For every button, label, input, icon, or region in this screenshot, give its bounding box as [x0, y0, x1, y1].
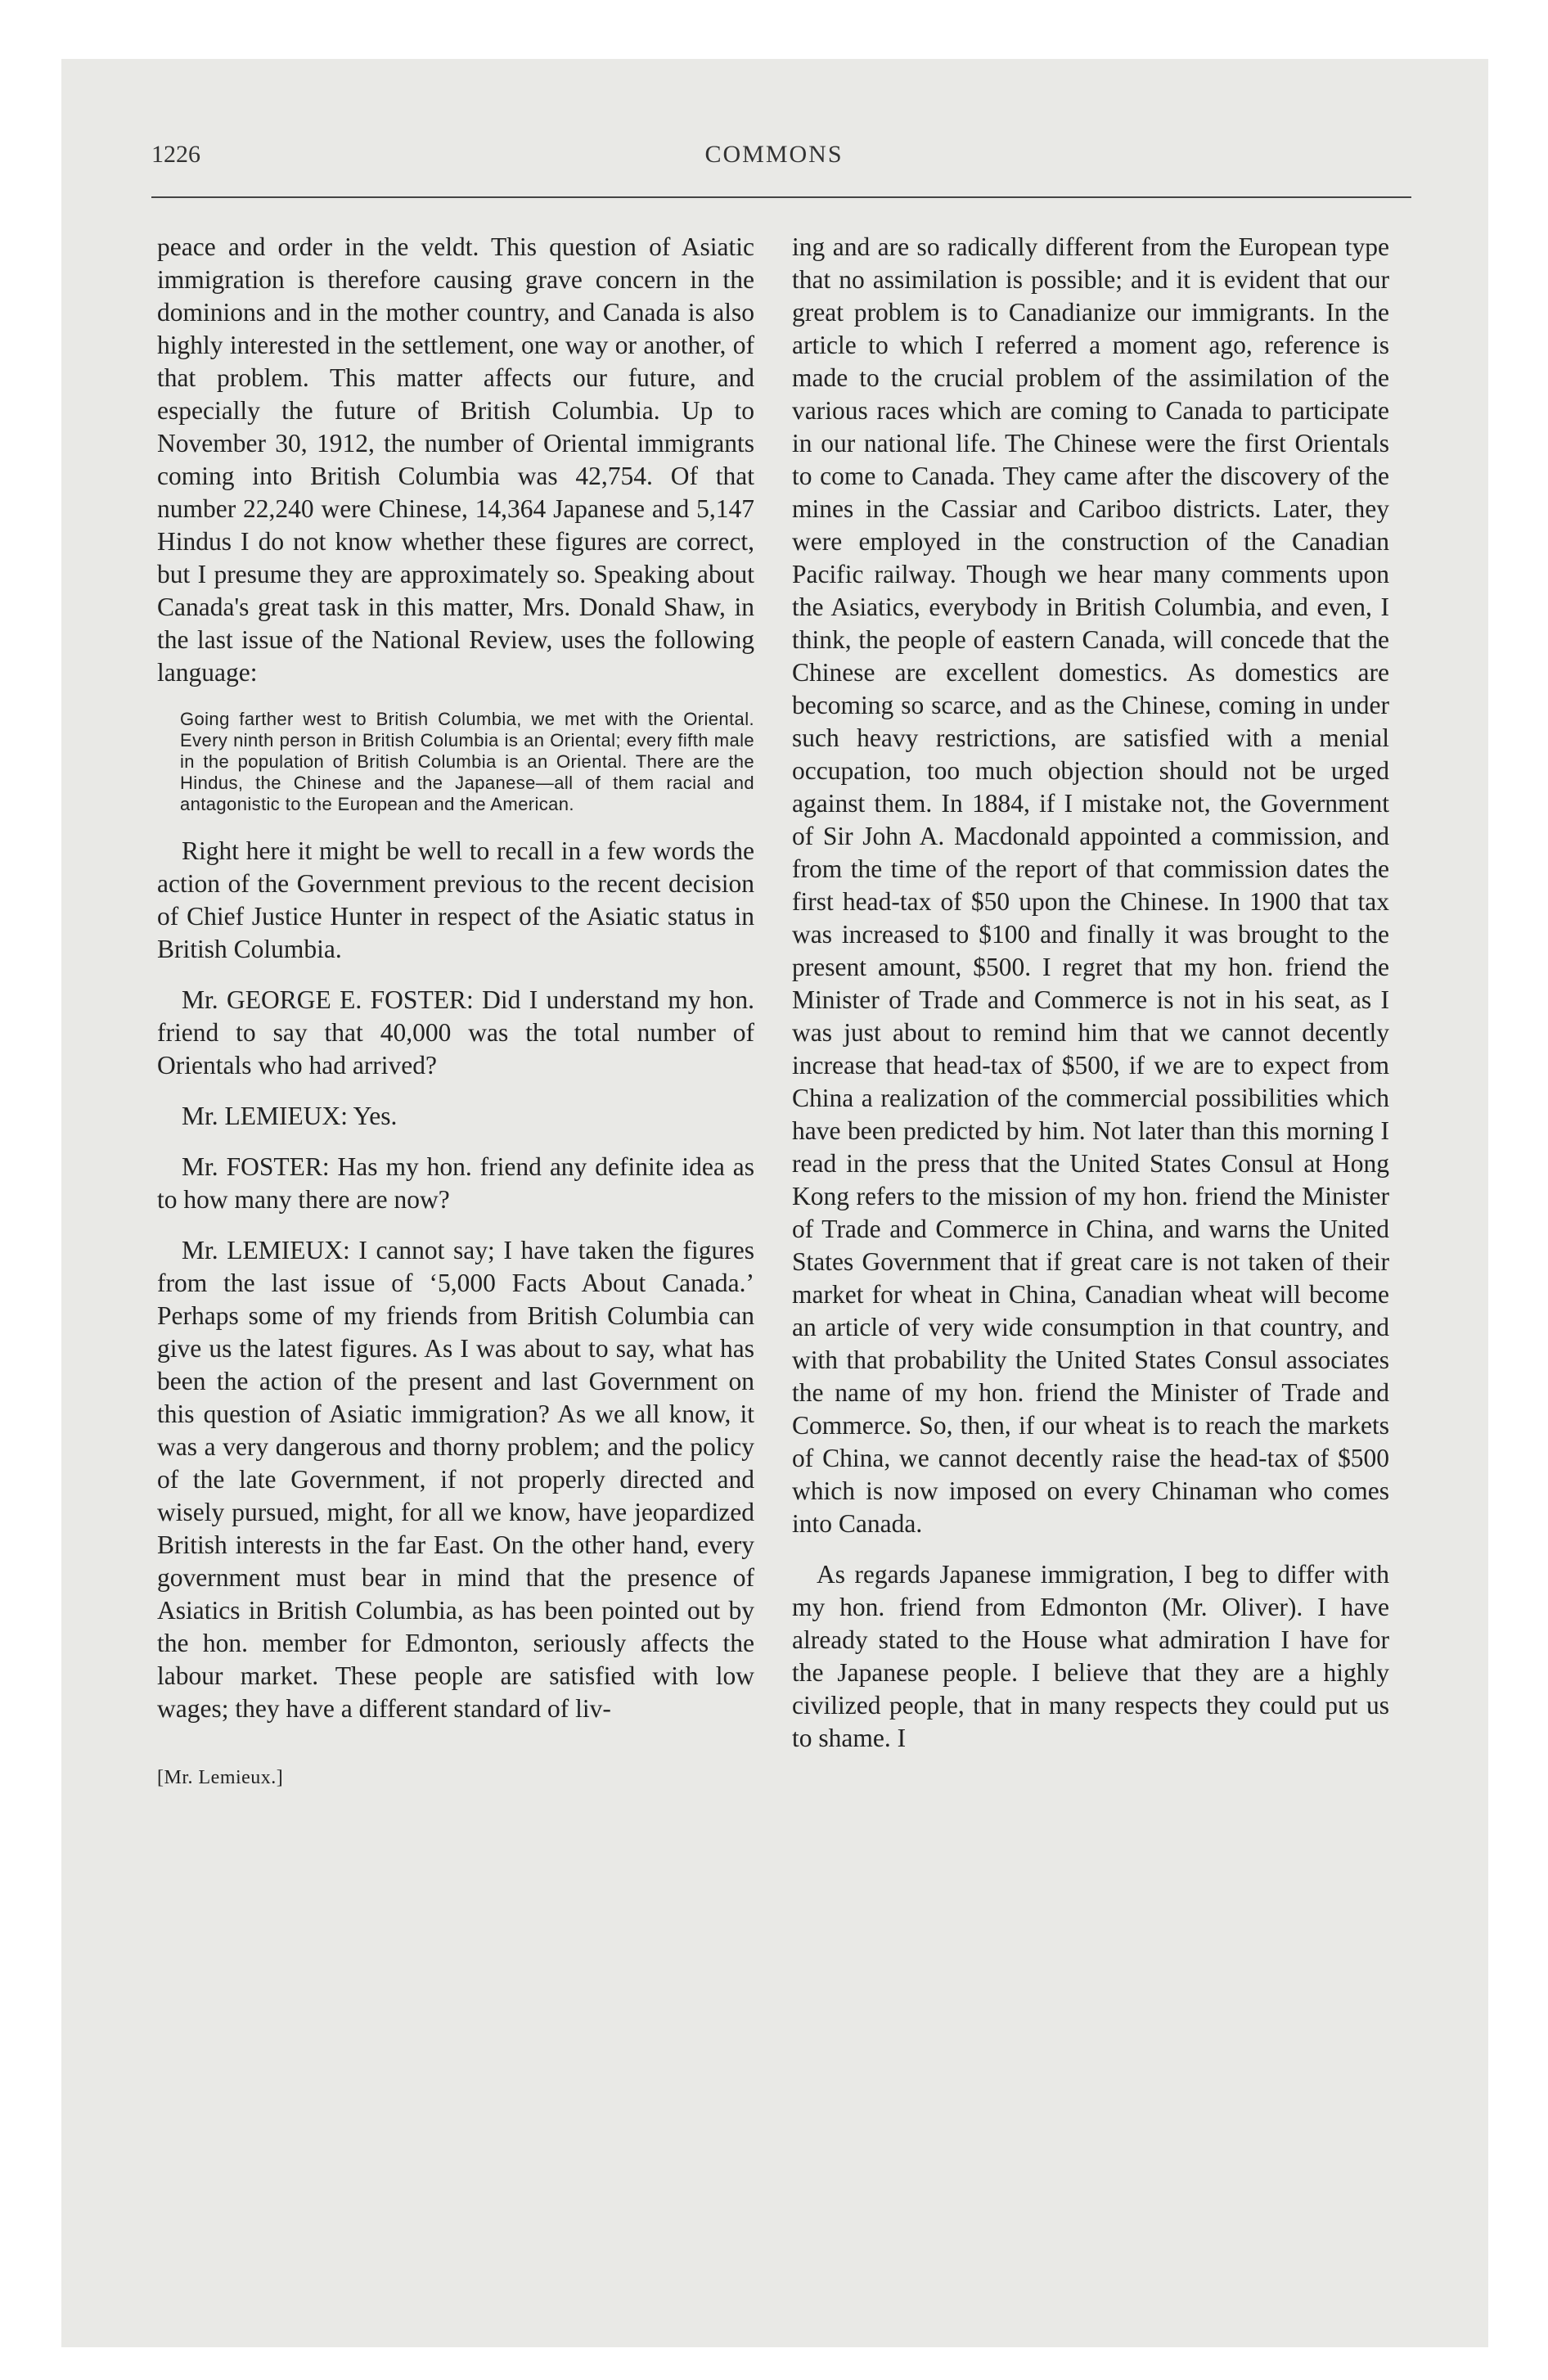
block-quote: Going farther west to British Columbia, we met with the Oriental. Every ninth person in British Columbia is an Oriental; every fifth male in the population of British Columbia is an Oriental. There are the Hindus, the Chinese and the Japanese—all of them racial and antagonistic to the European and the American.	[180, 709, 754, 814]
right-column	[792, 231, 1389, 1755]
paragraph: ing and are so radically different from the European type that no assimilation is possible; and it is evident that our great problem is to Canadianize our immigrants. In the article to which I referred a moment ago, reference is made to the crucial problem of the assimilation of the various races which are coming to Canada to participate in our national life. The Chinese were the first Orientals to come to Canada. They came after the discovery of the mines in the Cassiar and Cariboo districts. Later, they were employed in the construction of the Canadian Pacific railway. Though we hear many comments upon the Asiatics, everybody in British Columbia, and even, I think, the people of eastern Canada, will concede that the Chinese are excellent domestics. As domestics are becoming so scarce, and as the Chinese, coming in under such heavy restrictions, are satisfied with a menial occupation, too much objection should not be urged against them. In 1884, if I mistake not, the Government of Sir John A. Macdonald appointed a commission, and from the time of the report of that commission dates the first head-tax of $50 upon the Chinese. In 1900 that tax was increased to $100 and finally it was brought to the present amount, $500. I regret that my hon. friend the Minister of Trade and Commerce is not in his seat, as I was just about to remind him that we cannot decently increase that head-tax of $500, if we are to expect from China a realization of the commercial possibilities which have been predicted by him. Not later than this morning I read in the press that the United States Consul at Hong Kong refers to the mission of my hon. friend the Minister of Trade and Commerce in China, and warns the United States Government that if great care is not taken of their market for wheat in China, Canadian wheat will become an article of very wide consumption in that country, and with that probability the United States Consul associates the name of my hon. friend the Minister of Trade and Commerce. So, then, if our wheat is to reach the markets of China, we cannot decently raise the head-tax of $500 which is now imposed on every Chinaman who comes into Canada.	[792, 232, 1389, 1538]
paragraph: Right here it might be well to recall in a few words the action of the Government previous to the recent decision of Chief Justice Hunter in respect of the Asiatic status in British Columbia.	[157, 836, 754, 963]
paragraph: As regards Japanese immigration, I beg to differ with my hon. friend from Edmonton (Mr. Oliver). I have already stated to the House what admiration I have for the Japanese people. I believe that they are a highly civilized people, that in many respects they could put us to shame. I	[792, 1560, 1389, 1752]
left-column	[157, 231, 754, 1794]
paragraph: Mr. GEORGE E. FOSTER: Did I understand my hon. friend to say that 40,000 was the total number of Orientals who had arrived?	[157, 985, 754, 1080]
page-number: 1226	[151, 141, 200, 168]
running-head: COMMONS	[704, 141, 844, 168]
paragraph: Mr. LEMIEUX: I cannot say; I have taken the figures from the last issue of ‘5,000 Facts About Canada.’ Perhaps some of my friends from British Columbia can give us the latest figures. As I was about to say, what has been the action of the present and last Government on this question of Asiatic immigration? As we all know, it was a very dangerous and thorny problem; and the policy of the late Government, if not properly directed and wisely pursued, might, for all we know, have jeopardized British interests in the far East. On the other hand, every government must bear in mind that the presence of Asiatics in British Columbia, as has been pointed out by the hon. member for Edmonton, seriously affects the labour market. These people are satisfied with low wages; they have a different standard of liv-	[157, 1236, 754, 1723]
paragraph: Mr. FOSTER: Has my hon. friend any definite idea as to how many there are now?	[157, 1152, 754, 1214]
paragraph: Mr. LEMIEUX: Yes.	[182, 1102, 398, 1130]
paragraph: peace and order in the veldt. This question of Asiatic immigration is therefore causing grave concern in the dominions and in the mother country, and Canada is also highly interested in the settlement, one way or another, of that problem. This matter affects our future, and especially the future of British Columbia. Up to November 30, 1912, the number of Oriental immigrants coming into British Columbia was 42,754. Of that number 22,240 were Chinese, 14,364 Japanese and 5,147 Hindus I do not know whether these figures are correct, but I presume they are approximately so. Speaking about Canada's great task in this matter, Mrs. Donald Shaw, in the last issue of the National Review, uses the following language:	[157, 232, 754, 687]
speaker-credit: [Mr. Lemieux.]	[157, 1767, 284, 1788]
header-rule	[151, 196, 1411, 198]
